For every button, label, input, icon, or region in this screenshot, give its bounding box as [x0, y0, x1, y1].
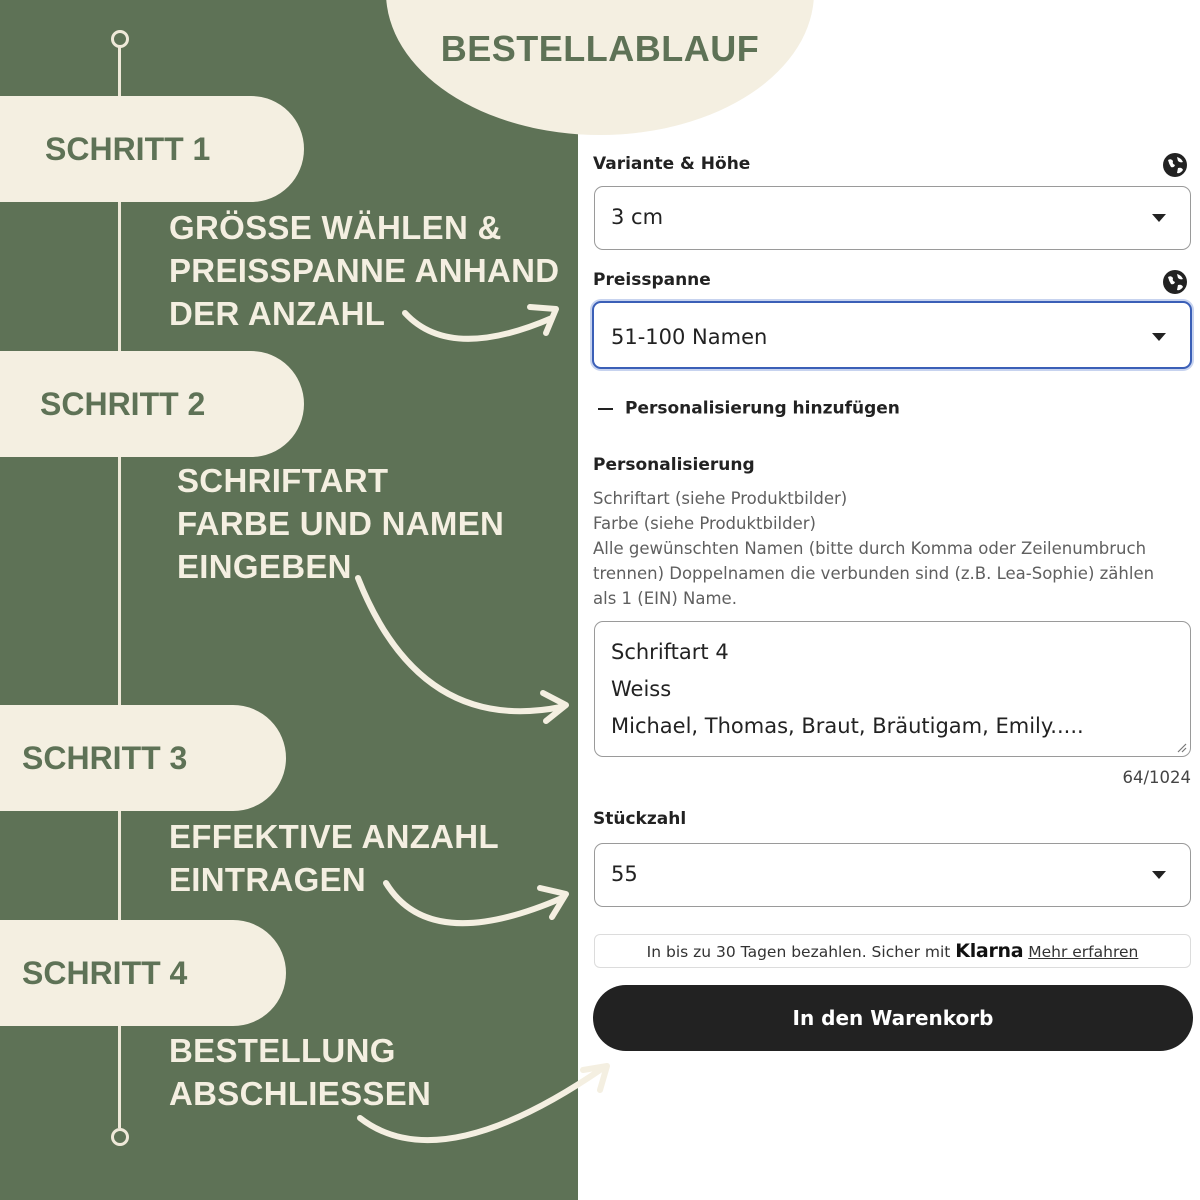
step-2-arrow-icon	[358, 578, 561, 711]
resize-grip-icon[interactable]	[1177, 743, 1187, 753]
step-2-text-line: FARBE UND NAMEN	[177, 505, 505, 542]
page-title: BESTELLABLAUF	[440, 28, 760, 69]
personalization-label: Personalisierung	[593, 455, 755, 475]
minus-icon	[598, 408, 613, 410]
personalization-help	[593, 486, 1193, 611]
step-3-text	[169, 815, 499, 901]
personalization-help-line: Alle gewünschten Namen (bitte durch Komma oder Zeilenumbruch	[593, 539, 1147, 558]
personalization-textarea[interactable]	[594, 621, 1191, 757]
price-range-select-value: 51-100 Namen	[611, 325, 768, 349]
personalization-toggle-label: Personalisierung hinzufügen	[625, 398, 900, 419]
step-3-arrowhead-icon	[540, 888, 566, 917]
step-1-text-line: PREISSPANNE ANHAND	[169, 252, 560, 289]
price-range-select[interactable]	[592, 301, 1192, 369]
step-2-text-line: EINGEBEN	[177, 548, 352, 585]
step-2-text-line: SCHRIFTART	[177, 462, 389, 499]
personalization-help-line: als 1 (EIN) Name.	[593, 589, 737, 608]
personalization-text-line: Weiss	[611, 677, 672, 701]
globe-icon[interactable]	[1162, 152, 1188, 178]
step-2-label: SCHRITT 2	[40, 386, 206, 422]
klarna-text: In bis zu 30 Tagen bezahlen. Sicher mit	[646, 943, 951, 961]
step-1-label: SCHRITT 1	[45, 131, 211, 167]
variant-select[interactable]	[594, 186, 1191, 250]
quantity-label: Stückzahl	[593, 809, 687, 829]
timeline-end-dot	[111, 1128, 129, 1146]
step-4-label: SCHRITT 4	[22, 955, 188, 991]
personalization-text-line: Michael, Thomas, Braut, Bräutigam, Emily.....	[611, 714, 1084, 738]
klarna-banner	[594, 934, 1191, 968]
timeline-start-dot	[111, 30, 129, 48]
step-3-label: SCHRITT 3	[22, 740, 188, 776]
klarna-logo: Klarna	[955, 940, 1024, 962]
chevron-down-icon	[1152, 871, 1166, 879]
variant-select-value: 3 cm	[611, 205, 664, 229]
personalization-help-line: Farbe (siehe Produktbilder)	[593, 514, 816, 533]
personalization-toggle[interactable]	[598, 398, 900, 419]
globe-icon[interactable]	[1162, 269, 1188, 295]
step-1-text	[169, 206, 559, 335]
step-1-text-line: DER ANZAHL	[169, 295, 386, 332]
step-2-arrowhead-icon	[543, 693, 566, 721]
personalization-help-line: Schriftart (siehe Produktbilder)	[593, 489, 848, 508]
personalization-help-line: trennen) Doppelnamen die verbunden sind (z.B. Lea-Sophie) zählen	[593, 564, 1155, 583]
chevron-down-icon	[1152, 214, 1166, 222]
character-count: 64/1024	[1122, 768, 1191, 787]
quantity-select-value: 55	[611, 862, 638, 886]
price-range-label: Preisspanne	[593, 270, 711, 290]
variant-label: Variante & Höhe	[593, 154, 751, 174]
quantity-select[interactable]	[594, 843, 1191, 907]
add-to-cart-button[interactable]: In den Warenkorb	[593, 985, 1193, 1051]
step-4-text-line: ABSCHLIESSEN	[169, 1075, 432, 1112]
klarna-more-link[interactable]: Mehr erfahren	[1028, 943, 1139, 961]
step-3-text-line: EFFEKTIVE ANZAHL	[169, 818, 499, 855]
step-1-text-line: GRÖSSE WÄHLEN &	[169, 209, 502, 246]
step-4-text	[169, 1029, 431, 1115]
step-4-text-line: BESTELLUNG	[169, 1032, 396, 1069]
chevron-down-icon	[1152, 333, 1166, 341]
step-2-text	[177, 459, 504, 588]
personalization-text-line: Schriftart 4	[611, 640, 729, 664]
step-3-text-line: EINTRAGEN	[169, 861, 367, 898]
